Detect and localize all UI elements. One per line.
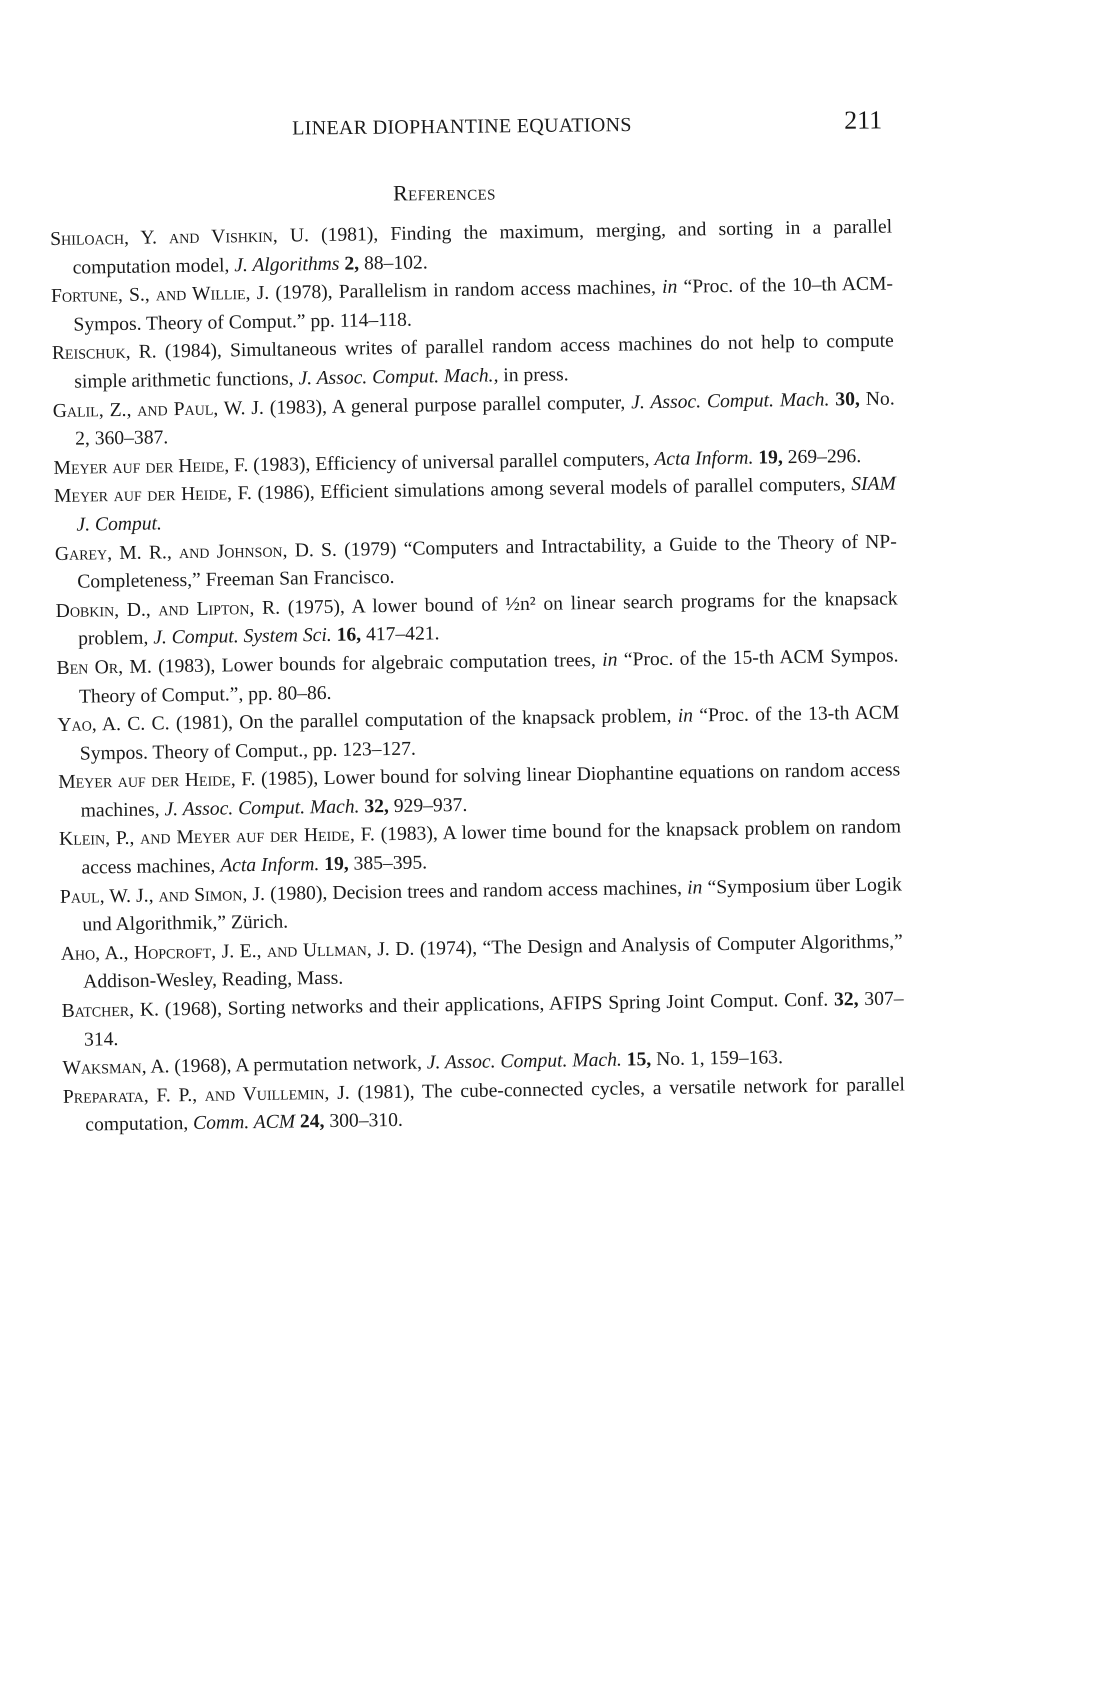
reference-volume: 32, [833,989,859,1011]
reference-text: (1983), Lower bounds for algebraic computation trees, [158,649,596,678]
reference-authors: Fortune, S., and Willie, J. [50,282,270,308]
reference-journal: SIAM J. Comput. [76,473,897,536]
reference-pages: 385–395. [353,852,428,875]
reference-pages: “Proc. of the 15-th ACM Sympos. Theory of Comput.”, pp. 80–86. [78,645,899,708]
reference-pages: “Proc. of the 10–th ACM-Sympos. Theory of Comput.” pp. 114–118. [73,273,894,336]
reference-text: (1978), Parallelism in random access machines, [275,277,657,304]
reference-text: (1981), Finding the maximum, merging, and sorting in a parallel computation model, [72,216,893,279]
section-heading: References [392,179,496,206]
reference-authors: Waksman, A. [62,1056,170,1080]
reference-volume: 30, [835,388,860,410]
reference-journal: in [602,649,618,671]
reference-pages: “Proc. of the 13-th ACM Sympos. Theory of Comput., pp. 123–127. [79,702,900,765]
reference-authors: Yao, A. C. C. [57,713,170,737]
reference-list [50,214,905,1141]
reference-volume: 16, [336,624,362,647]
reference-journal: J. Algorithms [234,253,340,276]
reference-authors: Aho, A., Hopcroft, J. E., and Ullman, J. D. [60,938,415,965]
reference-authors: Galil, Z., and Paul, W. J. [52,397,265,422]
reference-pages: 300–310. [329,1110,403,1133]
reference-text: (1981), The cube-connected cycles, a versatile network for parallel computation, [85,1074,906,1136]
running-title: LINEAR DIOPHANTINE EQUATIONS [292,114,632,140]
reference-volume: 2, [344,253,360,275]
reference-text: (1974), “The Design and Analysis of Computer Algorithms,” Addison-Wesley, Reading, Mass. [83,931,903,994]
reference-authors: Shiloach, Y. and Vishkin, U. [50,225,310,250]
reference-volume: 24, [299,1111,325,1133]
reference-text: (1975), A lower bound of ½n² on linear search programs for the knapsack problem, [77,588,898,650]
reference-text: (1983), Efficiency of universal parallel computers, [253,448,650,476]
running-head [250,101,890,148]
reference-authors: Garey, M. R., and Johnson, D. S. [54,539,338,565]
reference-authors: Ben Or, M. [56,656,152,679]
page-number: 211 [844,105,883,135]
reference-authors: Paul, W. J., and Simon, J. [59,883,266,908]
reference-text: (1981), On the parallel computation of the knapsack problem, [175,705,672,735]
reference-text: (1986), Efficient simulations among several models of parallel computers, [257,474,846,505]
reference-journal: J. Assoc. Comput. Mach., [298,365,499,390]
reference-journal: J. Assoc. Comput. Mach. [426,1049,622,1074]
reference-journal: in [661,276,678,299]
reference-authors: Meyer auf der Heide, F. [53,454,249,479]
reference-text: (1980), Decision trees and random access machines, [270,877,683,905]
reference-text: (1984), Simultaneous writes of parallel random access machines do not help to compute simple arithmetic functions, [74,330,894,393]
reference-text: (1985), Lower bound for solving linear Diophantine equations on random access machines, [80,759,901,822]
reference-volume: 19, [324,853,349,876]
reference-pages: 307–314. [83,988,904,1051]
reference-journal: J. Comput. System Sci. [153,625,332,649]
reference-authors: Klein, P., and Meyer auf der Heide, F. [58,824,376,851]
reference-journal: J. Assoc. Comput. Mach. [631,389,830,413]
reference-journal: Acta Inform. [654,447,754,470]
reference-journal: Comm. ACM [192,1111,296,1135]
reference-text: (1983), A general purpose parallel computer, [269,392,626,419]
reference-authors: Batcher, K. [61,999,160,1022]
reference-authors: Reischuk, R. [51,341,157,365]
reference-pages: in press. [503,364,569,387]
reference-text: (1979) “Computers and Intractability, a Guide to the Theory of NP-Completeness,” Freeman San Francisco. [77,531,897,593]
reference-text: (1983), A lower time bound for the knapsack problem on random access machines, [81,816,902,879]
reference-journal: in [686,877,703,899]
reference-text: (1968), A permutation network, [174,1052,423,1078]
reference-pages: 88–102. [363,251,428,274]
reference-authors: Meyer auf der Heide, F. [53,483,253,508]
reference-journal: J. Assoc. Comput. Mach. [164,796,360,821]
reference-journal: in [677,705,694,727]
reference-text: (1968), Sorting networks and their applications, AFIPS Spring Joint Comput. Conf. [164,989,829,1021]
reference-journal: Acta Inform. [220,854,320,877]
reference-volume: 15, [626,1049,652,1071]
reference-authors: Dobkin, D., and Lipton, R. [55,597,281,622]
reference-pages: No. 2, 360–387. [75,388,895,450]
reference-volume: 32, [364,795,390,818]
reference-entry [63,1071,906,1141]
reference-pages: No. 1, 159–163. [655,1047,784,1071]
reference-pages: 269–296. [787,445,862,468]
reference-volume: 19, [758,446,783,469]
reference-authors: Preparata, F. P., and Vuillemin, J. [62,1082,350,1108]
reference-pages: 417–421. [365,623,440,646]
reference-pages: 929–937. [393,794,468,817]
reference-pages: “Symposium über Logik und Algorithmik,” Zürich. [82,874,903,936]
reference-authors: Meyer auf der Heide, F. [58,769,256,794]
